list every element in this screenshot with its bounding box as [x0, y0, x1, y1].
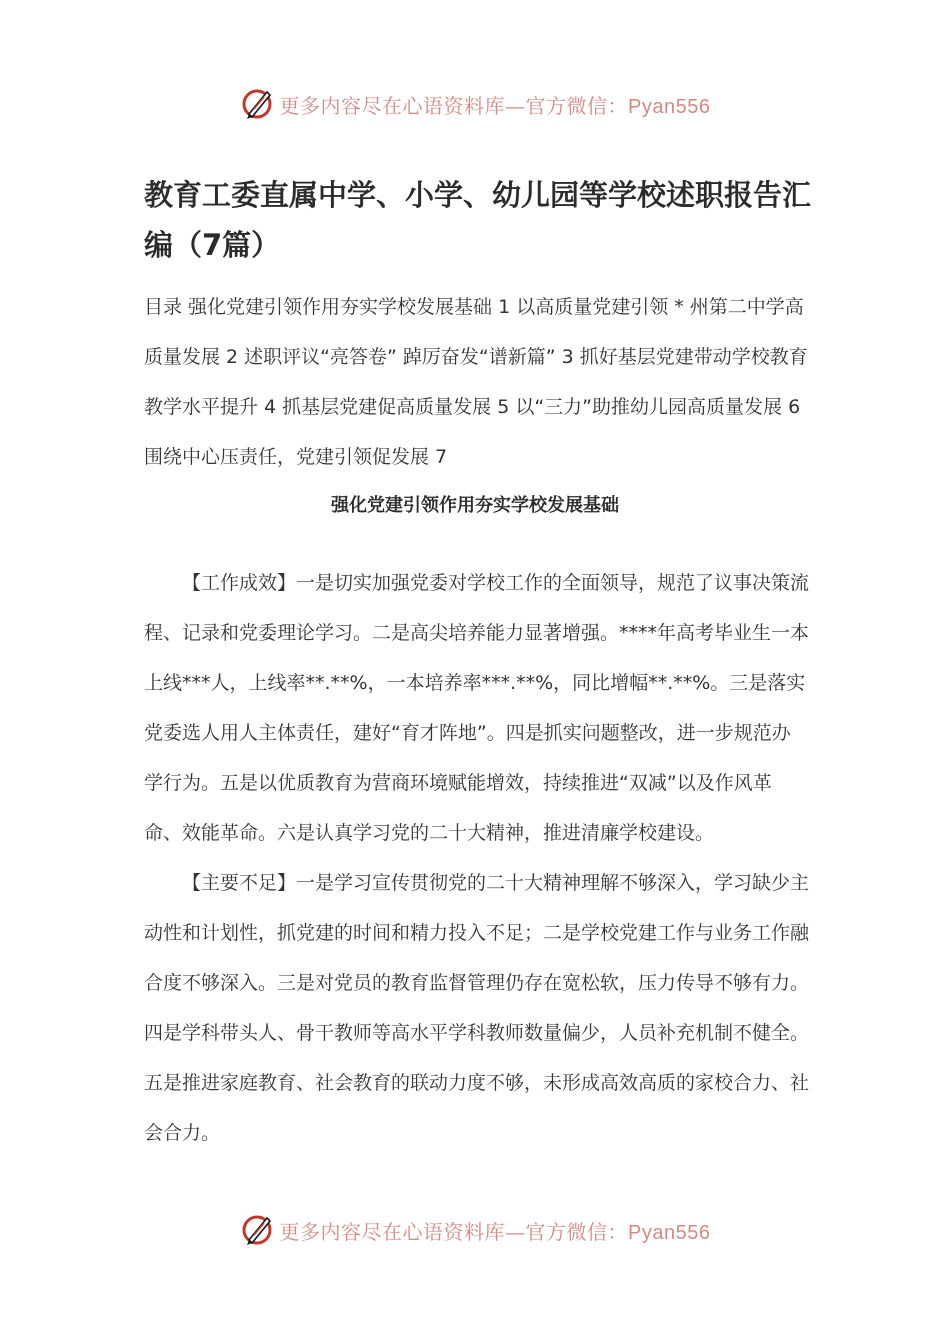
table-of-contents: 目录 强化党建引领作用夯实学校发展基础 1 以高质量党建引领 * 州第二中学高质量发展 2 述职评议“亮答卷” 踔厉奋发“谱新篇” 3 抓好基层党建带动学校教育教学水平提升 4 抓基层党建促高质量发展 5 以“三力”助推幼儿园高质量发展 6 围绕中心压责任，党建引领促发展 7	[144, 296, 808, 468]
paragraph-main-shortcomings: 【主要不足】一是学习宣传贯彻党的二十大精神理解不够深入，学习缺少主动性和计划性，抓党建的时间和精力投入不足；二是学校党建工作与业务工作融合度不够深入。三是对党员的教育监督管理仍存在宽松软，压力传导不够有力。四是学科带头人、骨干教师等高水平学科教师数量偏少，人员补充机制不健全。五是推进家庭教育、社会教育的联动力度不够，未形成高效高质的家校合力、社会合力。	[144, 872, 810, 1144]
banner-text: 更多内容尽在心语资料库—官方微信：Pyan556	[279, 1219, 711, 1244]
paragraph-work-results: 【工作成效】一是切实加强党委对学校工作的全面领导，规范了议事决策流程、记录和党委理论学习。二是高尖培养能力显著增强。****年高考毕业生一本上线***人，上线率**.**%，一本培养率***.**%，同比增幅**.**%。三是落实党委选人用人主体责任，建好“育才阵地”。四是抓实问题整改，进一步规范办学行为。五是以优质教育为营商环境赋能增效，持续推进“双减”以及作风革命、效能革命。六是认真学习党的二十大精神，推进清廉学校建设。	[144, 572, 810, 844]
wechat-id: Pyan556	[628, 1221, 711, 1244]
header-banner	[0, 82, 950, 126]
quill-pen-logo-icon	[240, 1212, 276, 1248]
wechat-id: Pyan556	[628, 95, 711, 118]
document-title: 教育工委直属中学、小学、幼儿园等学校述职报告汇编（7篇）	[144, 178, 812, 262]
quill-pen-logo-icon	[240, 86, 276, 122]
footer-banner	[0, 1208, 950, 1252]
banner-text: 更多内容尽在心语资料库—官方微信：Pyan556	[279, 93, 711, 118]
section-title: 强化党建引领作用夯实学校发展基础	[331, 495, 619, 516]
